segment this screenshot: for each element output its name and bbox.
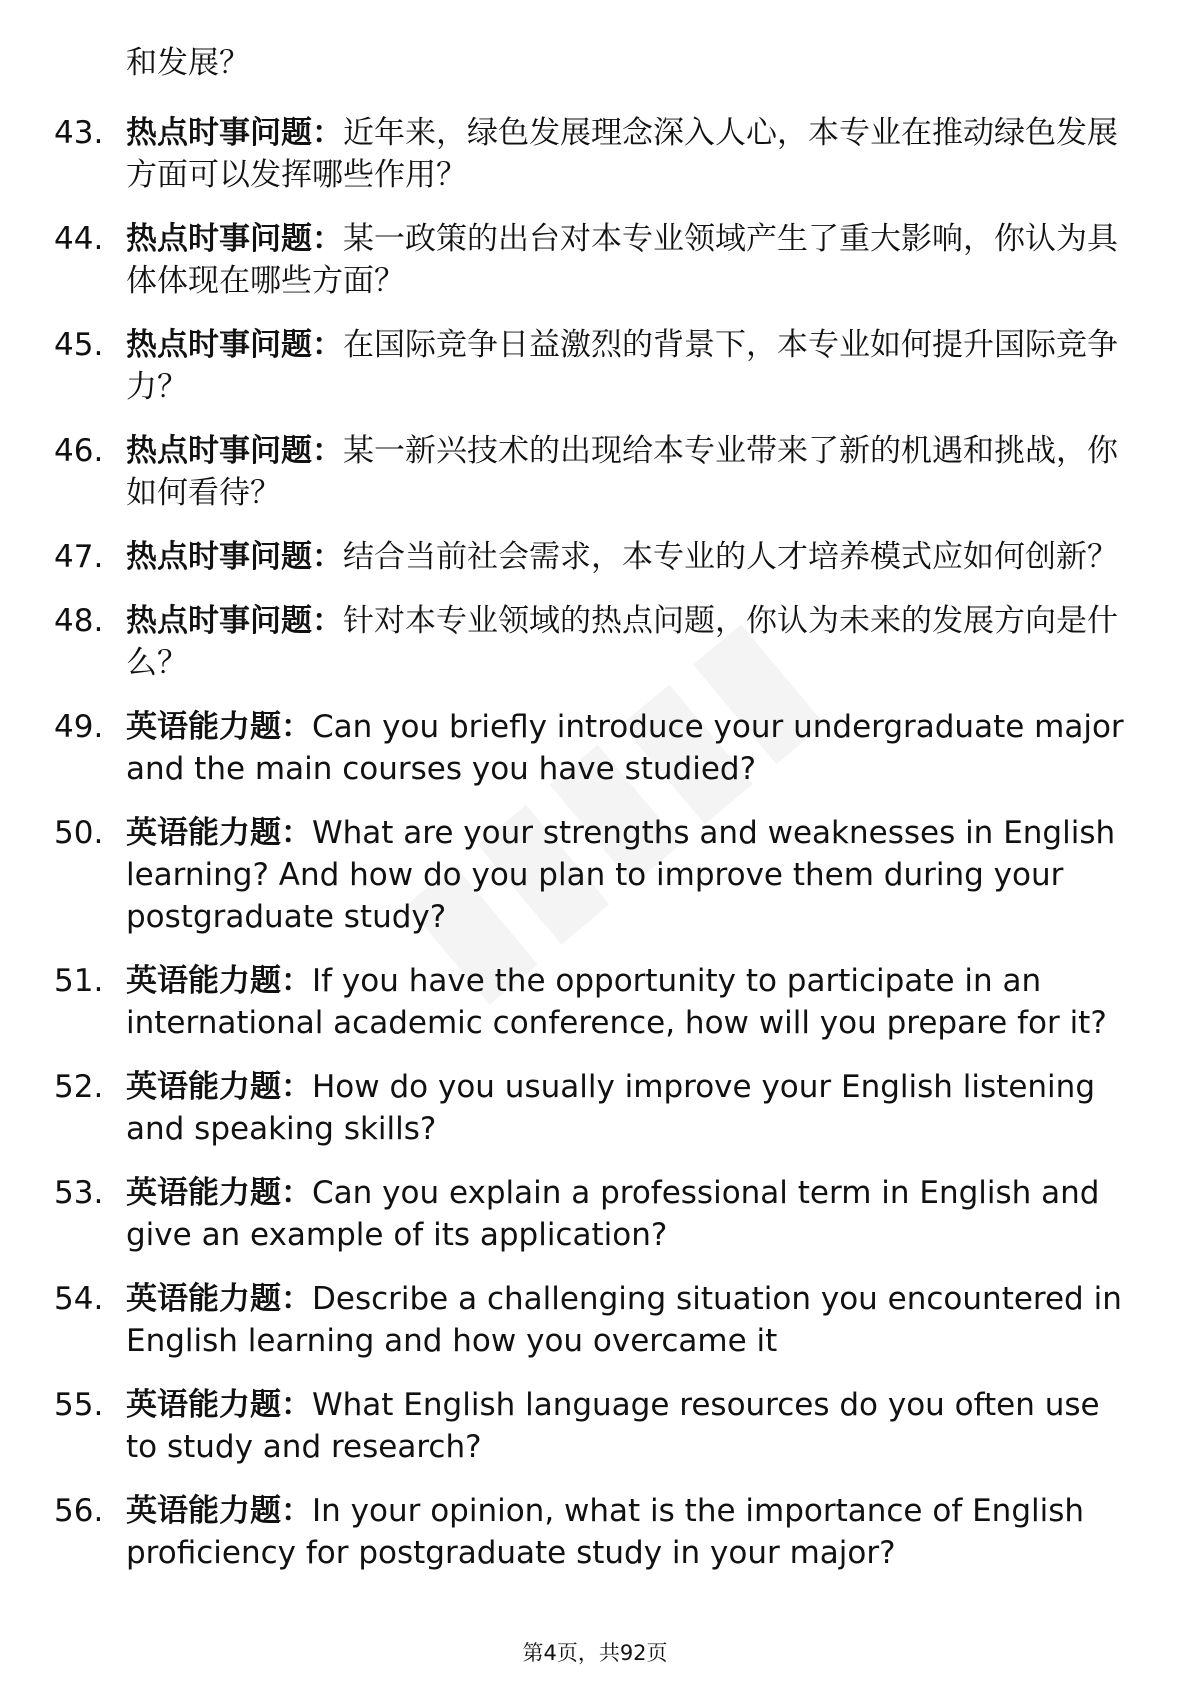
question-item	[54, 1384, 1134, 1468]
question-item	[54, 536, 1134, 578]
question-category: 热点时事问题：	[126, 539, 343, 575]
question-item	[54, 430, 1134, 514]
question-text: How do you usually improve your English listening and speaking skills?	[126, 1069, 1095, 1147]
question-number: 51.	[54, 963, 104, 999]
question-text: Can you explain a professional term in English and give an example of its application?	[126, 1175, 1100, 1253]
question-category: 英语能力题：	[126, 709, 312, 745]
question-item	[54, 1066, 1134, 1150]
question-number: 55.	[54, 1387, 104, 1423]
continuation-line: 和发展？	[126, 45, 250, 81]
question-text: Describe a challenging situation you encountered in English learning and how you overcame it	[126, 1281, 1122, 1359]
question-text: 针对本专业领域的热点问题，你认为未来的发展方向是什么？	[126, 603, 1118, 681]
question-item	[54, 706, 1134, 790]
question-item	[54, 1278, 1134, 1362]
question-text: What English language resources do you often use to study and research?	[126, 1387, 1100, 1465]
question-text: 近年来，绿色发展理念深入人心，本专业在推动绿色发展方面可以发挥哪些作用？	[126, 115, 1118, 193]
question-category: 英语能力题：	[126, 1175, 312, 1211]
question-item	[54, 324, 1134, 408]
question-item	[54, 600, 1134, 684]
question-number: 47.	[54, 539, 104, 575]
question-item	[54, 112, 1134, 196]
question-category: 英语能力题：	[126, 1493, 312, 1529]
question-category: 热点时事问题：	[126, 221, 343, 257]
question-category: 英语能力题：	[126, 815, 312, 851]
question-number: 49.	[54, 709, 104, 745]
question-text: 结合当前社会需求，本专业的人才培养模式应如何创新？	[343, 539, 1118, 575]
question-number: 50.	[54, 815, 104, 851]
question-category: 英语能力题：	[126, 1387, 312, 1423]
question-number: 48.	[54, 603, 104, 639]
question-category: 英语能力题：	[126, 963, 312, 999]
question-text: 在国际竞争日益激烈的背景下，本专业如何提升国际竞争力？	[126, 327, 1118, 405]
question-category: 热点时事问题：	[126, 433, 343, 469]
question-category: 热点时事问题：	[126, 603, 343, 639]
question-list	[54, 112, 1134, 1596]
question-number: 52.	[54, 1069, 104, 1105]
question-text: What are your strengths and weaknesses in English learning? And how do you plan to improve them during your postgraduate study?	[126, 815, 1116, 935]
question-text: 某一新兴技术的出现给本专业带来了新的机遇和挑战，你如何看待？	[126, 433, 1118, 511]
question-category: 英语能力题：	[126, 1281, 312, 1317]
question-item	[54, 218, 1134, 302]
page-footer: 第4页，共92页	[522, 1641, 668, 1665]
question-text: In your opinion, what is the importance of English proficiency for postgraduate study in your major?	[126, 1493, 1085, 1571]
question-number: 46.	[54, 433, 104, 469]
question-number: 43.	[54, 115, 104, 151]
question-number: 53.	[54, 1175, 104, 1211]
question-item	[54, 1172, 1134, 1256]
question-text: Can you briefly introduce your undergraduate major and the main courses you have studied?	[126, 709, 1124, 787]
question-number: 45.	[54, 327, 104, 363]
question-number: 44.	[54, 221, 104, 257]
question-item	[54, 960, 1134, 1044]
question-item	[54, 812, 1134, 938]
question-number: 56.	[54, 1493, 104, 1529]
question-category: 英语能力题：	[126, 1069, 312, 1105]
question-text: 某一政策的出台对本专业领域产生了重大影响，你认为具体体现在哪些方面？	[126, 221, 1118, 299]
question-category: 热点时事问题：	[126, 327, 343, 363]
question-number: 54.	[54, 1281, 104, 1317]
question-text: If you have the opportunity to participate in an international academic conference, how will you prepare for it?	[126, 963, 1107, 1041]
question-category: 热点时事问题：	[126, 115, 343, 151]
question-item	[54, 1490, 1134, 1574]
